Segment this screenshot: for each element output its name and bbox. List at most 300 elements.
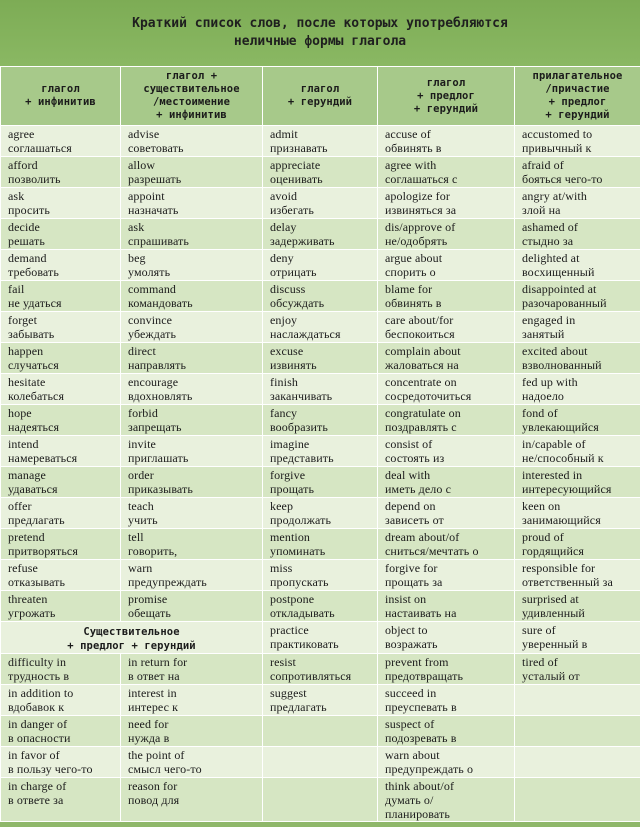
table-cell [263, 405, 378, 436]
table-cell [121, 498, 263, 529]
english-word: deny [270, 251, 294, 265]
english-word: proud of [522, 530, 564, 544]
russian-translation: жаловаться на [385, 358, 459, 372]
table-cell [515, 654, 640, 685]
english-word: insist on [385, 592, 427, 606]
russian-translation: представить [270, 451, 334, 465]
english-word: interest in [128, 686, 177, 700]
table-cell [1, 591, 121, 622]
table-cell [1, 157, 121, 188]
english-word: prevent from [385, 655, 449, 669]
english-word: in return for [128, 655, 188, 669]
english-word: delighted at [522, 251, 580, 265]
russian-translation: повод для [128, 793, 180, 807]
english-word: object to [385, 623, 428, 637]
russian-translation: занимающийся [522, 513, 601, 527]
table-cell [378, 250, 515, 281]
table-cell [263, 622, 378, 654]
english-word: argue about [385, 251, 443, 265]
english-word: refuse [8, 561, 38, 575]
russian-translation: извинять [270, 358, 317, 372]
table-cell [378, 498, 515, 529]
russian-translation: возражать [385, 637, 438, 651]
table-row [1, 654, 640, 685]
english-word: fond of [522, 406, 558, 420]
russian-translation: интерес к [128, 700, 179, 714]
english-word: admit [270, 127, 298, 141]
russian-translation: говорить, [128, 544, 178, 558]
column-header-line: + предлог [417, 89, 475, 102]
russian-translation: командовать [128, 296, 193, 310]
table-cell [1, 778, 121, 822]
table-cell [378, 622, 515, 654]
english-word: resist [270, 655, 296, 669]
russian-translation: задерживать [270, 234, 335, 248]
table-cell [1, 281, 121, 312]
table-cell [1, 312, 121, 343]
table-cell [121, 591, 263, 622]
russian-translation: увлекающийся [522, 420, 599, 434]
table-cell [121, 126, 263, 157]
table-row [1, 747, 640, 778]
table-cell [378, 685, 515, 716]
table-cell [1, 560, 121, 591]
english-word: convince [128, 313, 173, 327]
english-word: promise [128, 592, 168, 606]
table-cell [1, 219, 121, 250]
english-word: succeed in [385, 686, 437, 700]
column-header [378, 67, 515, 126]
english-word: deal with [385, 468, 431, 482]
table-row [1, 281, 640, 312]
russian-translation: спрашивать [128, 234, 189, 248]
table-row [1, 685, 640, 716]
table-cell [1, 498, 121, 529]
russian-translation: случаться [8, 358, 59, 372]
table-cell [121, 529, 263, 560]
column-header-line: + герундий [287, 96, 353, 108]
russian-translation: сосредоточиться [385, 389, 472, 403]
russian-translation: пропускать [270, 575, 329, 589]
english-word: think about/of [385, 779, 455, 793]
column-header-line: глагол + [165, 70, 218, 82]
russian-translation: запрещать [128, 420, 182, 434]
russian-translation: предупреждать о [385, 762, 474, 776]
russian-translation: забывать [8, 327, 55, 341]
section-subheader-line: + предлог + герундий [67, 640, 196, 652]
table-cell [121, 747, 263, 778]
english-word: concentrate on [385, 375, 457, 389]
table-cell [378, 405, 515, 436]
russian-translation: надеяться [8, 420, 60, 434]
table-cell [263, 778, 378, 822]
table-row [1, 467, 640, 498]
column-header-line: + предлог [548, 96, 607, 108]
table-cell [378, 312, 515, 343]
russian-translation: спорить о [385, 265, 436, 279]
english-word: afraid of [522, 158, 564, 172]
russian-translation: просить [8, 203, 50, 217]
russian-translation: притворяться [8, 544, 78, 558]
column-header-line: существительное [143, 83, 240, 95]
page-title [0, 0, 640, 66]
table-cell [121, 250, 263, 281]
russian-translation: уверенный в [522, 637, 588, 651]
section-subheader-line: Существительное [83, 626, 180, 638]
table-cell [378, 529, 515, 560]
table-row [1, 436, 640, 467]
table-row [1, 716, 640, 747]
russian-translation: преуспевать в [385, 700, 457, 714]
english-word: excited about [522, 344, 588, 358]
table-cell [378, 343, 515, 374]
column-header-line: /причастие [545, 83, 610, 95]
english-word: delay [270, 220, 297, 234]
table-cell [1, 654, 121, 685]
english-word: forget [8, 313, 38, 327]
english-word: sure of [522, 623, 556, 637]
russian-translation: занятый [522, 327, 565, 341]
table-row [1, 250, 640, 281]
english-word: miss [270, 561, 293, 575]
russian-translation: наслаждаться [270, 327, 341, 341]
english-word: tell [128, 530, 144, 544]
russian-translation: вообразить [270, 420, 328, 434]
english-word: discuss [270, 282, 306, 296]
column-header-line: /местоимение [152, 96, 231, 108]
table-row [1, 343, 640, 374]
english-word: accustomed to [522, 127, 593, 141]
table-cell [1, 685, 121, 716]
english-word: beg [128, 251, 146, 265]
table-cell [378, 374, 515, 405]
table-row [1, 312, 640, 343]
english-word: fancy [270, 406, 298, 420]
russian-translation: разочарованный [522, 296, 607, 310]
russian-translation: в опасности [8, 731, 71, 745]
russian-translation: удаваться [8, 482, 58, 496]
russian-translation: предотвращать [385, 669, 464, 683]
english-word: keep [270, 499, 294, 513]
english-word: in addition to [8, 686, 74, 700]
english-word: encourage [128, 375, 179, 389]
russian-translation: иметь дело с [385, 482, 452, 496]
table-cell [515, 188, 640, 219]
english-word: afford [8, 158, 38, 172]
english-word: command [128, 282, 177, 296]
russian-translation: обвинять в [385, 296, 442, 310]
russian-translation: ответственный за [522, 575, 613, 589]
title-line-1: Краткий список слов, после которых употребляются [132, 16, 508, 31]
english-word: mention [270, 530, 311, 544]
russian-translation: продолжать [270, 513, 332, 527]
table-cell [515, 529, 640, 560]
table-cell [378, 436, 515, 467]
table-cell [263, 654, 378, 685]
table-cell [1, 374, 121, 405]
table-cell [263, 436, 378, 467]
table-cell [121, 654, 263, 685]
column-header [1, 67, 121, 126]
english-word: fail [8, 282, 25, 296]
table-cell [263, 250, 378, 281]
english-word: dream about/of [385, 530, 460, 544]
table-cell [121, 436, 263, 467]
english-word: threaten [8, 592, 48, 606]
english-word: complain about [385, 344, 461, 358]
english-word: allow [128, 158, 156, 172]
russian-translation: убеждать [128, 327, 177, 341]
table-cell [263, 747, 378, 778]
table-cell [378, 716, 515, 747]
english-word: fed up with [522, 375, 578, 389]
table-cell [515, 374, 640, 405]
table-cell [515, 250, 640, 281]
russian-translation: предупреждать [128, 575, 207, 589]
table-cell [121, 157, 263, 188]
english-word: direct [128, 344, 156, 358]
table-row [1, 591, 640, 622]
english-word: enjoy [270, 313, 298, 327]
english-word: suspect of [385, 717, 435, 731]
table-cell [378, 654, 515, 685]
russian-translation: отказывать [8, 575, 66, 589]
russian-translation: соглашаться с [385, 172, 458, 186]
english-word: agree [8, 127, 35, 141]
russian-translation: умолять [128, 265, 171, 279]
english-word: excuse [270, 344, 304, 358]
table-cell [515, 157, 640, 188]
english-word: advise [128, 127, 160, 141]
english-word: hope [8, 406, 32, 420]
english-word: difficulty in [8, 655, 67, 669]
russian-translation: гордящийся [522, 544, 585, 558]
russian-translation: извиняться за [385, 203, 457, 217]
table-cell [378, 157, 515, 188]
russian-translation: откладывать [270, 606, 335, 620]
english-word: care about/for [385, 313, 454, 327]
english-word: forgive [270, 468, 306, 482]
table-row [1, 157, 640, 188]
russian-translation: сниться/мечтать о [385, 544, 479, 558]
table-cell [263, 591, 378, 622]
russian-translation: злой на [522, 203, 561, 217]
table-cell [263, 343, 378, 374]
table-cell [515, 436, 640, 467]
section-subheader [1, 622, 263, 654]
table-row [1, 405, 640, 436]
english-word: warn [128, 561, 153, 575]
russian-translation: в ответе за [8, 793, 64, 807]
column-header [263, 67, 378, 126]
russian-translation: предлагать [8, 513, 65, 527]
english-word: avoid [270, 189, 298, 203]
table-cell [263, 219, 378, 250]
table-cell [515, 281, 640, 312]
table-cell [515, 312, 640, 343]
column-header [121, 67, 263, 126]
english-word: decide [8, 220, 40, 234]
table-cell [263, 126, 378, 157]
table-cell [263, 685, 378, 716]
russian-translation: думать о/ [385, 793, 434, 807]
table-cell [1, 716, 121, 747]
table-cell [263, 467, 378, 498]
table-row [1, 529, 640, 560]
title-line-2: неличные формы глагола [233, 34, 407, 49]
table-cell [515, 778, 640, 822]
russian-translation: позволить [8, 172, 61, 186]
column-header-line: + инфинитив [25, 96, 96, 108]
russian-translation: обещать [128, 606, 171, 620]
table-cell [121, 281, 263, 312]
russian-translation: прощать за [385, 575, 443, 589]
table-cell [515, 591, 640, 622]
russian-translation: приказывать [128, 482, 193, 496]
table-cell [1, 467, 121, 498]
table-row [1, 126, 640, 157]
table-cell [515, 126, 640, 157]
russian-translation: избегать [270, 203, 314, 217]
table-cell [263, 529, 378, 560]
table-row [1, 622, 640, 654]
russian-translation: направлять [128, 358, 187, 372]
word-table [0, 66, 640, 822]
english-word: in charge of [8, 779, 67, 793]
table-row [1, 188, 640, 219]
table-cell [378, 467, 515, 498]
english-word: angry at/with [522, 189, 587, 203]
english-word: forbid [128, 406, 158, 420]
russian-translation: обсуждать [270, 296, 325, 310]
english-word: in favor of [8, 748, 60, 762]
russian-translation: прощать [270, 482, 315, 496]
russian-translation: в ответ на [128, 669, 180, 683]
english-word: interested in [522, 468, 583, 482]
russian-translation: бояться чего-то [522, 172, 603, 186]
table-cell [1, 436, 121, 467]
table-cell [263, 188, 378, 219]
english-word: ask [128, 220, 145, 234]
english-word: accuse of [385, 127, 431, 141]
russian-translation: удивленный [522, 606, 585, 620]
english-word: engaged in [522, 313, 576, 327]
table-cell [515, 343, 640, 374]
english-word: surprised at [522, 592, 579, 606]
russian-translation: не/одобрять [385, 234, 448, 248]
russian-translation: поздравлять с [385, 420, 457, 434]
english-word: pretend [8, 530, 45, 544]
russian-translation: колебаться [8, 389, 65, 403]
table-cell [263, 560, 378, 591]
russian-translation: упоминать [270, 544, 326, 558]
table-cell [263, 157, 378, 188]
russian-translation: требовать [8, 265, 59, 279]
table-cell [121, 716, 263, 747]
table-cell [1, 343, 121, 374]
russian-translation: взволнованный [522, 358, 602, 372]
table-cell [378, 281, 515, 312]
russian-translation: подозревать в [385, 731, 457, 745]
russian-translation: разрешать [128, 172, 182, 186]
russian-translation: нужда в [128, 731, 170, 745]
table-row [1, 778, 640, 822]
table-cell [378, 778, 515, 822]
table-cell [515, 622, 640, 654]
table-cell [121, 374, 263, 405]
russian-translation: советовать [128, 141, 184, 155]
table-cell [378, 188, 515, 219]
english-word: dis/approve of [385, 220, 456, 234]
english-word: ashamed of [522, 220, 578, 234]
russian-translation: не удаться [8, 296, 62, 310]
column-header-line: + инфинитив [156, 109, 227, 121]
column-header-line: глагол [41, 83, 80, 95]
russian-translation: беспокоиться [385, 327, 455, 341]
russian-translation: назначать [128, 203, 179, 217]
russian-translation: приглашать [128, 451, 189, 465]
russian-translation: усталый от [522, 669, 580, 683]
russian-translation: угрожать [8, 606, 56, 620]
english-word: the point of [128, 748, 185, 762]
table-cell [515, 685, 640, 716]
table-cell [515, 747, 640, 778]
table-cell [263, 281, 378, 312]
english-word: consist of [385, 437, 433, 451]
english-word: happen [8, 344, 44, 358]
russian-translation: вдохновлять [128, 389, 193, 403]
table-row [1, 219, 640, 250]
table-cell [378, 747, 515, 778]
english-word: need for [128, 717, 169, 731]
russian-translation: привычный к [522, 141, 592, 155]
russian-translation: восхищенный [522, 265, 595, 279]
table-cell [515, 560, 640, 591]
table-cell [515, 716, 640, 747]
russian-translation: решать [8, 234, 45, 248]
russian-translation: заканчивать [270, 389, 333, 403]
english-word: teach [128, 499, 154, 513]
table-cell [263, 312, 378, 343]
english-word: order [128, 468, 154, 482]
table-cell [263, 374, 378, 405]
table-cell [1, 250, 121, 281]
russian-translation: надоело [522, 389, 565, 403]
table-cell [515, 498, 640, 529]
russian-translation: предлагать [270, 700, 327, 714]
table-cell [378, 219, 515, 250]
russian-translation: сопротивляться [270, 669, 352, 683]
russian-translation: практиковать [270, 637, 339, 651]
table-row [1, 374, 640, 405]
column-header-line: глагол [300, 83, 340, 95]
english-word: offer [8, 499, 32, 513]
table-cell [1, 747, 121, 778]
english-word: responsible for [522, 561, 596, 575]
table-cell [515, 467, 640, 498]
table-cell [121, 405, 263, 436]
column-header-line: прилагательное [532, 70, 623, 82]
russian-translation: не/способный к [522, 451, 604, 465]
table-cell [515, 219, 640, 250]
english-word: forgive for [385, 561, 438, 575]
english-word: keen on [522, 499, 561, 513]
table-cell [263, 498, 378, 529]
english-word: suggest [270, 686, 307, 700]
table-cell [121, 312, 263, 343]
english-word: in/capable of [522, 437, 586, 451]
english-word: in danger of [8, 717, 68, 731]
